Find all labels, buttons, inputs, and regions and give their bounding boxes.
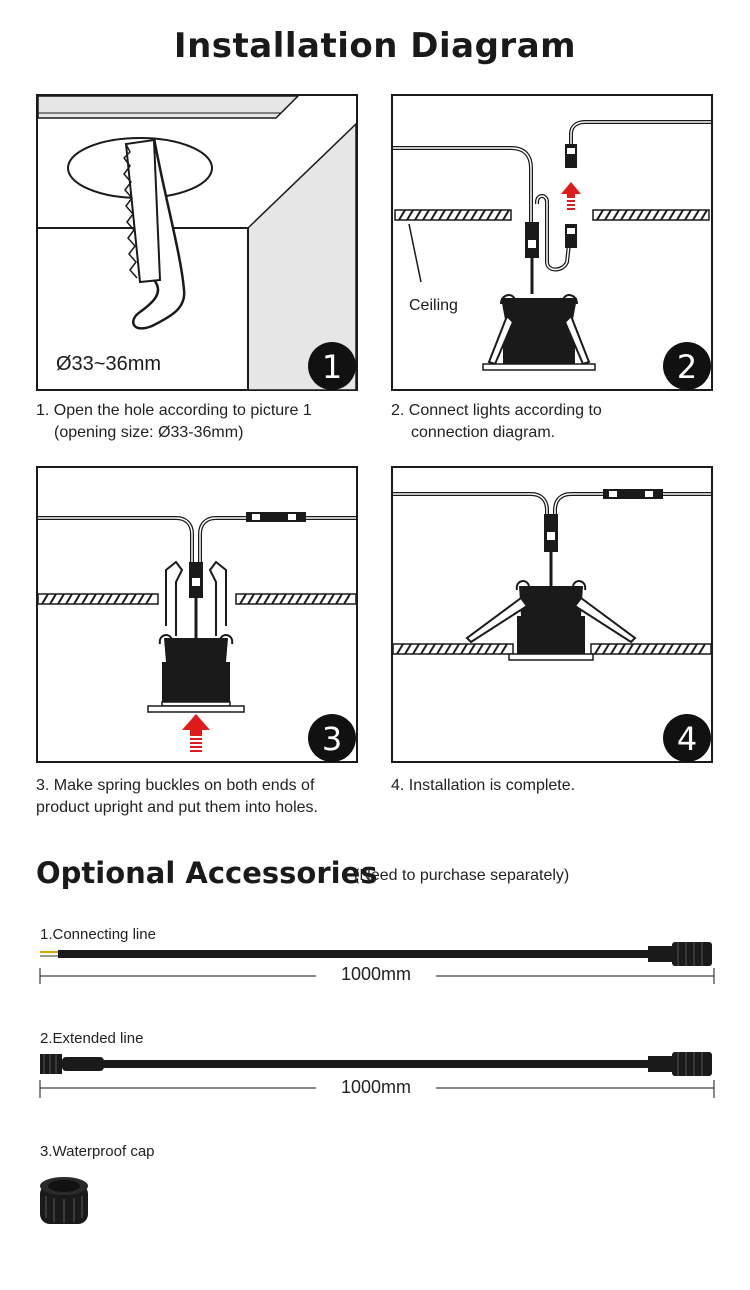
page-title: Installation Diagram xyxy=(173,26,577,66)
hole-size-label: Ø33~36mm xyxy=(56,353,162,375)
step-1-diagram xyxy=(36,94,358,391)
ceiling-label: Ceiling xyxy=(409,297,458,314)
step-4-caption: 4. Installation is complete. xyxy=(391,777,576,794)
step-2-panel xyxy=(391,94,713,391)
waterproof-cap-icon xyxy=(36,1172,92,1228)
step-3-number: 3 xyxy=(321,720,343,758)
step-4-panel xyxy=(391,466,713,763)
step-1-panel xyxy=(36,94,358,391)
step-3-panel xyxy=(36,466,358,763)
step-2-number: 2 xyxy=(676,348,698,386)
accessories-title: Optional Accessories xyxy=(36,856,378,890)
step-1-number: 1 xyxy=(321,348,343,386)
step-2-caption: 2. Connect lights according to connection diagram. xyxy=(391,402,602,441)
waterproof-cap-label: 3.Waterproof cap xyxy=(40,1143,155,1160)
extended-line-label: 2.Extended line xyxy=(40,1030,144,1047)
step-3-diagram xyxy=(36,466,358,763)
accessories-note: (Need to purchase separately) xyxy=(354,867,570,884)
step-4-diagram xyxy=(391,466,713,763)
step-1-caption: 1. Open the hole according to picture 1 (opening size: Ø33-36mm) xyxy=(36,402,312,441)
connecting-line-length: 1000mm xyxy=(316,964,436,985)
step-2-diagram xyxy=(391,94,713,391)
connecting-line-label: 1.Connecting line xyxy=(40,926,156,943)
step-4-number: 4 xyxy=(676,720,698,758)
step-3-caption: 3. Make spring buckles on both ends of product upright and put them into holes. xyxy=(36,777,318,816)
extended-line-length: 1000mm xyxy=(316,1077,436,1098)
